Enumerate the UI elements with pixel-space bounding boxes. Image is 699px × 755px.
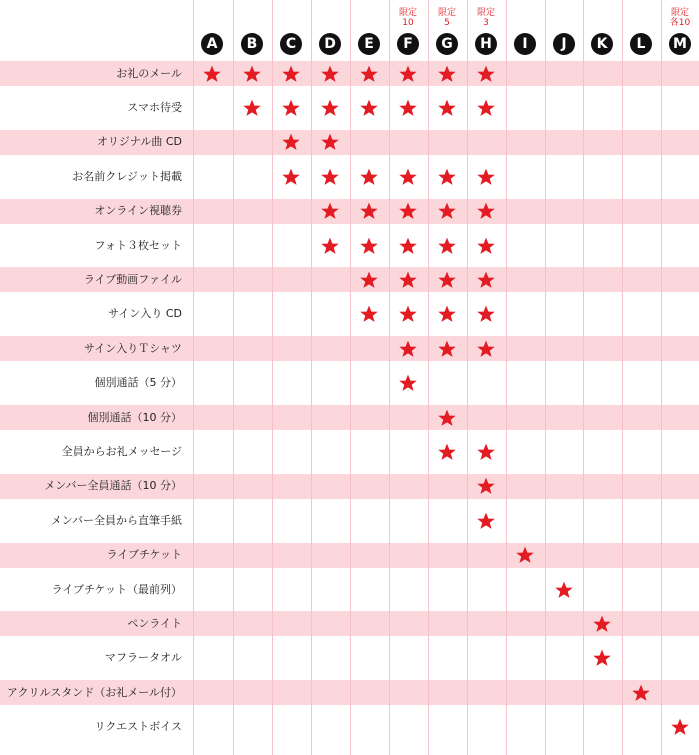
tier-i-badge: I	[514, 33, 536, 55]
reward-label: マフラータオル	[105, 651, 182, 665]
tier-c-badge: C	[280, 33, 302, 55]
column-divider	[506, 0, 507, 755]
limit-count: 10	[402, 18, 414, 28]
reward-label: アクリルスタンド（お礼メール付）	[6, 685, 182, 699]
star-icon	[359, 167, 379, 187]
star-icon	[476, 511, 496, 531]
star-icon	[398, 167, 418, 187]
column-divider	[583, 0, 584, 755]
limit-count: 3	[483, 18, 489, 28]
star-icon	[320, 132, 340, 152]
star-icon	[476, 442, 496, 462]
reward-label: メンバー全員から直筆手紙	[50, 513, 182, 527]
star-icon	[359, 201, 379, 221]
tier-k-badge: K	[591, 33, 613, 55]
star-icon	[398, 236, 418, 256]
limit-note	[467, 8, 505, 28]
reward-label: サイン入り CD	[108, 307, 182, 321]
star-icon	[476, 339, 496, 359]
tier-j-badge: J	[553, 33, 575, 55]
star-icon	[320, 236, 340, 256]
star-icon	[281, 167, 301, 187]
tier-d-badge: D	[319, 33, 341, 55]
reward-label: リクエストボイス	[94, 720, 182, 734]
reward-label: サイン入りＴシャツ	[83, 341, 182, 355]
reward-label: オンライン視聴券	[94, 204, 182, 218]
column-divider	[622, 0, 623, 755]
star-icon	[437, 339, 457, 359]
star-icon	[437, 201, 457, 221]
column-divider	[233, 0, 234, 755]
star-icon	[437, 408, 457, 428]
limit-note	[661, 8, 699, 28]
star-icon	[476, 304, 496, 324]
star-icon	[631, 683, 651, 703]
column-divider	[311, 0, 312, 755]
star-icon	[476, 167, 496, 187]
star-icon	[320, 98, 340, 118]
star-icon	[476, 201, 496, 221]
column-divider	[272, 0, 273, 755]
star-icon	[398, 98, 418, 118]
star-icon	[476, 64, 496, 84]
star-icon	[476, 270, 496, 290]
limit-note	[428, 8, 466, 28]
star-icon	[398, 201, 418, 221]
limit-note	[389, 8, 427, 28]
tier-e-badge: E	[358, 33, 380, 55]
reward-label: ライブチケット	[106, 548, 182, 562]
star-icon	[476, 236, 496, 256]
star-icon	[437, 167, 457, 187]
column-divider	[193, 0, 194, 755]
star-icon	[281, 64, 301, 84]
star-icon	[359, 64, 379, 84]
reward-label: ライブチケット（最前列）	[51, 582, 182, 596]
star-icon	[281, 132, 301, 152]
star-icon	[437, 442, 457, 462]
star-icon	[359, 304, 379, 324]
star-icon	[320, 167, 340, 187]
star-icon	[592, 614, 612, 634]
reward-label: 個別通話（10 分）	[87, 410, 182, 424]
column-divider	[389, 0, 390, 755]
star-icon	[437, 270, 457, 290]
limit-label: 限定	[437, 8, 456, 18]
reward-label: メンバー全員通話（10 分）	[44, 479, 182, 493]
tier-b-badge: B	[241, 33, 263, 55]
star-icon	[202, 64, 222, 84]
column-divider	[350, 0, 351, 755]
star-icon	[476, 476, 496, 496]
star-icon	[437, 98, 457, 118]
tier-a-badge: A	[201, 33, 223, 55]
reward-label: 全員からお礼メッセージ	[61, 444, 182, 458]
reward-label: お礼のメール	[116, 66, 182, 80]
limit-count: 各10	[669, 18, 691, 28]
reward-label: フォト３枚セット	[94, 238, 182, 252]
reward-label: お名前クレジット掲載	[72, 169, 182, 183]
star-icon	[398, 339, 418, 359]
star-icon	[398, 304, 418, 324]
star-icon	[592, 648, 612, 668]
reward-label: ライブ動画ファイル	[83, 272, 182, 286]
star-icon	[359, 236, 379, 256]
tier-g-badge: G	[436, 33, 458, 55]
limit-label: 限定	[398, 8, 417, 18]
reward-label: スマホ待受	[127, 100, 182, 114]
reward-label: 個別通話（5 分）	[94, 376, 182, 390]
star-icon	[437, 236, 457, 256]
star-icon	[437, 64, 457, 84]
tier-h-badge: H	[475, 33, 497, 55]
star-icon	[359, 98, 379, 118]
column-divider	[428, 0, 429, 755]
star-icon	[242, 98, 262, 118]
star-icon	[320, 64, 340, 84]
tier-l-badge: L	[630, 33, 652, 55]
star-icon	[242, 64, 262, 84]
column-divider	[545, 0, 546, 755]
star-icon	[670, 717, 690, 737]
star-icon	[437, 304, 457, 324]
star-icon	[476, 98, 496, 118]
limit-count: 5	[444, 18, 450, 28]
tier-m-badge: M	[669, 33, 691, 55]
star-icon	[398, 270, 418, 290]
column-divider	[467, 0, 468, 755]
limit-label: 限定	[670, 8, 689, 18]
reward-label: ペンライト	[127, 616, 182, 630]
limit-label: 限定	[476, 8, 495, 18]
reward-label: オリジナル曲 CD	[96, 135, 182, 149]
star-icon	[398, 64, 418, 84]
star-icon	[320, 201, 340, 221]
tier-f-badge: F	[397, 33, 419, 55]
star-icon	[359, 270, 379, 290]
star-icon	[554, 580, 574, 600]
column-divider	[661, 0, 662, 755]
star-icon	[515, 545, 535, 565]
star-icon	[398, 373, 418, 393]
star-icon	[281, 98, 301, 118]
